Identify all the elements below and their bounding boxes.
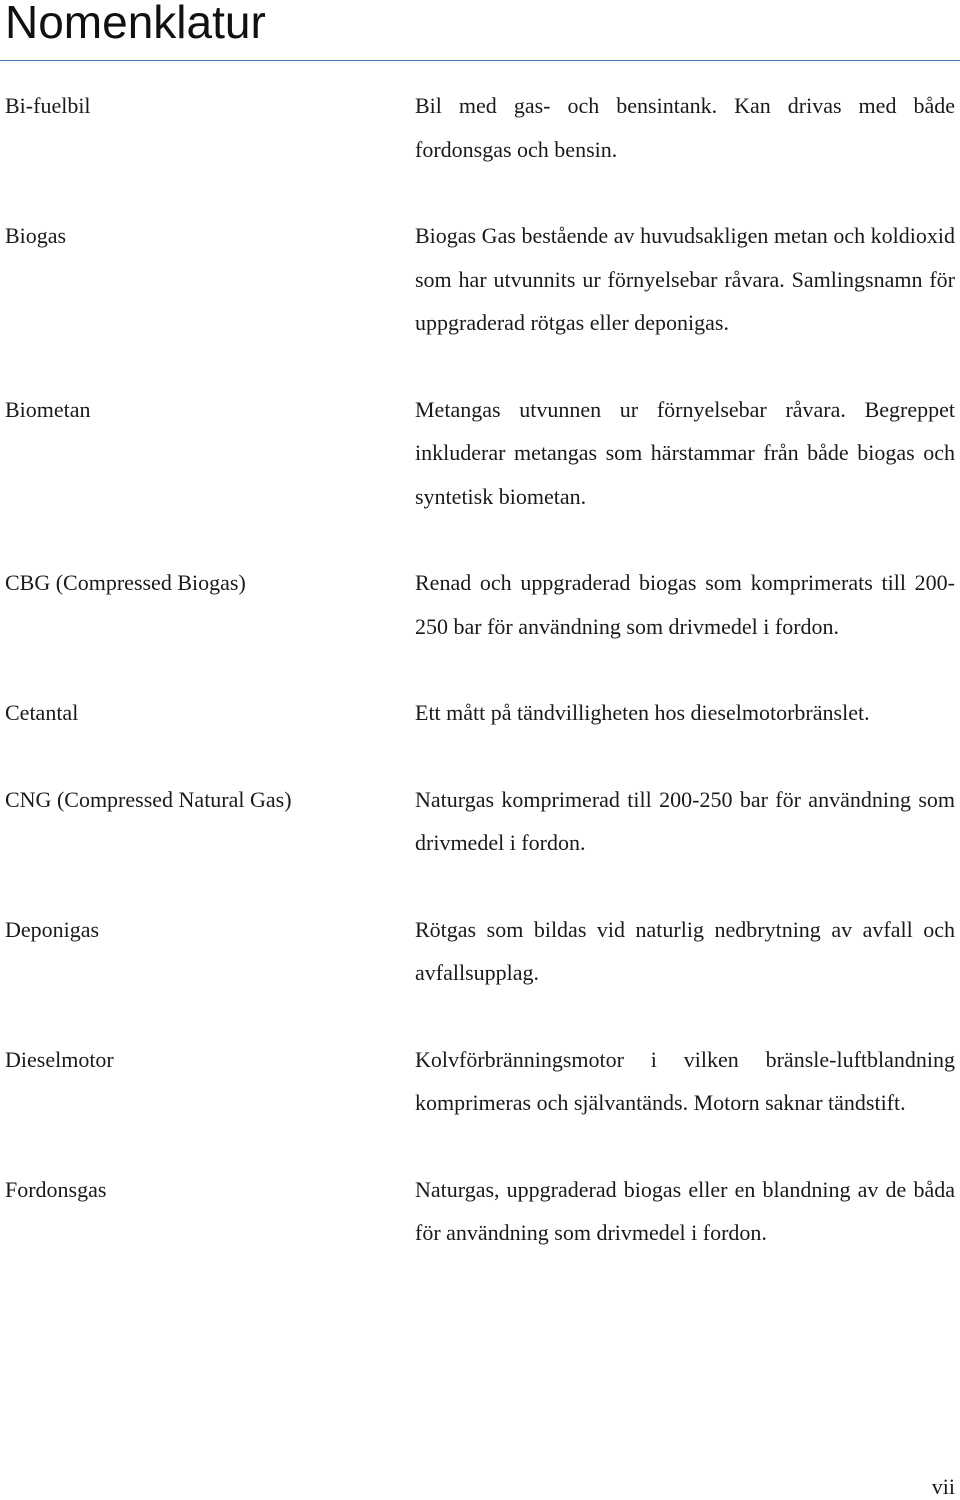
entry-term: CNG (Compressed Natural Gas) <box>5 786 292 812</box>
nomenclature-entry <box>0 1038 960 1125</box>
title-divider <box>0 60 960 61</box>
entry-term: CBG (Compressed Biogas) <box>5 570 246 595</box>
nomenclature-entry <box>0 84 960 171</box>
entry-definition: Rötgas som bildas vid naturlig nedbrytning av avfall och avfallsupplag. <box>415 916 955 985</box>
entry-definition: Naturgas komprimerad till 200-250 bar för användning som drivmedel i fordon. <box>415 786 955 855</box>
entry-definition: Kolvförbränningsmotor i vilken bränsle-luftblandning komprimeras och självantänds. Motorn saknar tändstift. <box>415 1046 955 1115</box>
page-number: vii <box>931 1474 955 1499</box>
entry-definition: Renad och uppgraderad biogas som komprimerats till 200-250 bar för användning som drivmedel i fordon. <box>415 570 955 639</box>
nomenclature-entry <box>0 1168 960 1255</box>
page-title: Nomenklatur <box>5 0 266 48</box>
entry-term: Biogas <box>5 223 67 248</box>
nomenclature-entry <box>0 388 960 519</box>
entry-term: Fordonsgas <box>5 1176 107 1202</box>
entry-definition: Biogas Gas bestående av huvudsakligen metan och koldioxid som har utvunnits ur förnyelsebar råvara. Samlingsnamn för uppgraderad rötgas eller deponigas. <box>415 223 955 335</box>
entry-definition: Metangas utvunnen ur förnyelsebar råvara. Begreppet inkluderar metangas som härstammar från både biogas och syntetisk biometan. <box>415 396 955 509</box>
entry-term: Biometan <box>5 396 91 422</box>
entry-definition: Naturgas, uppgraderad biogas eller en blandning av de båda för användning som drivmedel i fordon. <box>415 1176 955 1245</box>
nomenclature-entry <box>0 908 960 995</box>
entry-definition: Ett mått på tändvilligheten hos dieselmotorbränslet. <box>415 700 870 725</box>
entry-term: Cetantal <box>5 700 79 725</box>
nomenclature-entry <box>0 561 960 648</box>
nomenclature-entry <box>0 691 960 735</box>
entry-definition: Bil med gas- och bensintank. Kan drivas med både fordonsgas och bensin. <box>415 93 955 162</box>
entry-term: Dieselmotor <box>5 1046 114 1072</box>
entry-term: Deponigas <box>5 916 100 942</box>
entry-term: Bi-fuelbil <box>5 93 91 118</box>
nomenclature-list <box>0 84 960 1298</box>
nomenclature-entry <box>0 214 960 345</box>
nomenclature-entry <box>0 778 960 865</box>
